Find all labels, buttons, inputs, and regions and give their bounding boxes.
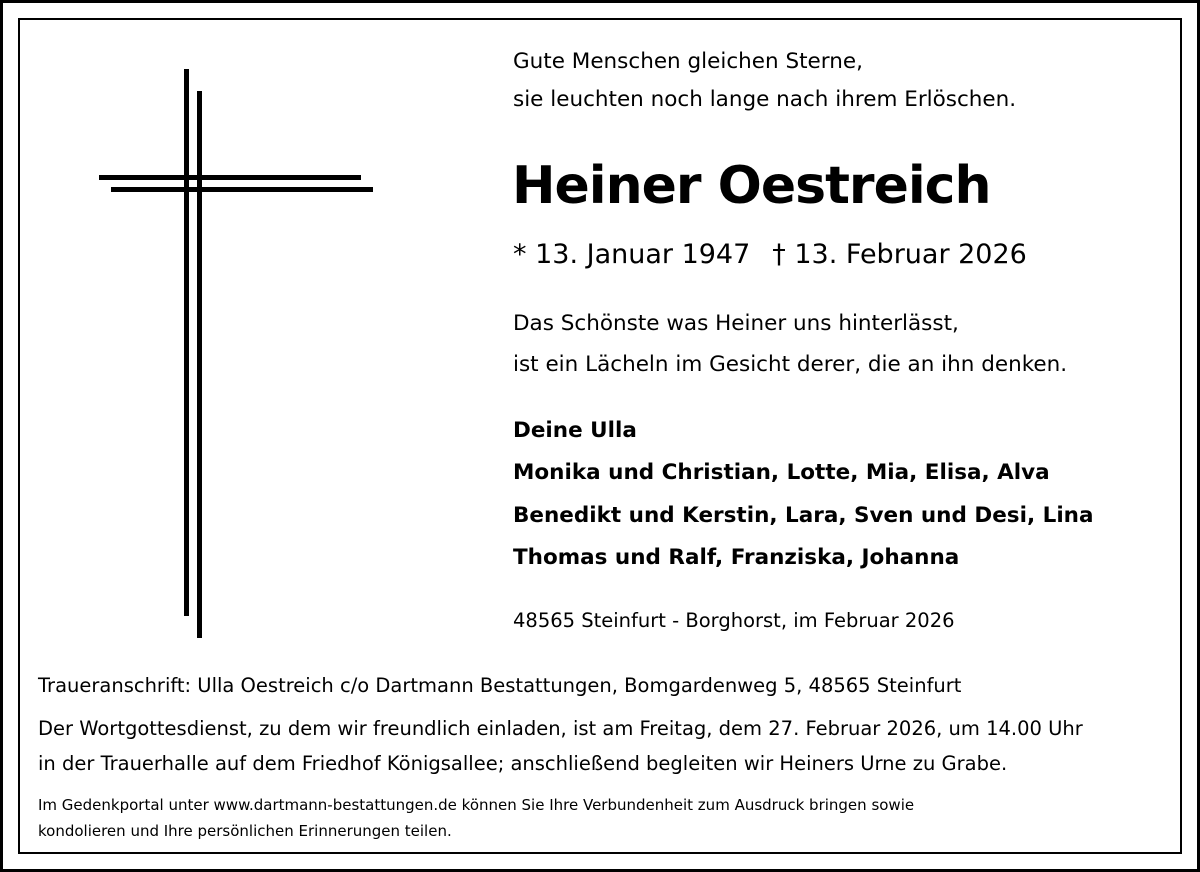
motto-line-2: sie leuchten noch lange nach ihrem Erlöschen. — [513, 87, 1017, 112]
family-member-line: Monika und Christian, Lotte, Mia, Elisa, Alva — [513, 460, 1050, 485]
quote-line-1: Das Schönste was Heiner uns hinterlässt, — [513, 311, 959, 336]
memorial-portal-line-1: Im Gedenkportal unter www.dartmann-bestattungen.de können Sie Ihre Verbundenheit zum Ausdruck bringen sowie — [38, 796, 915, 814]
place-and-date: 48565 Steinfurt - Borghorst, im Februar 2026 — [513, 609, 955, 632]
service-info-line-2: in der Trauerhalle auf dem Friedhof Königsallee; anschließend begleiten wir Heiners Urne zu Grabe. — [38, 752, 1008, 775]
death-date: † 13. Februar 2026 — [772, 239, 1027, 270]
quote-line-2: ist ein Lächeln im Gesicht derer, die an ihn denken. — [513, 352, 1068, 377]
mourning-address: Traueranschrift: Ulla Oestreich c/o Dartmann Bestattungen, Bomgardenweg 5, 48565 Steinfurt — [38, 674, 962, 697]
birth-date: * 13. Januar 1947 — [513, 239, 751, 270]
family-member-line: Benedikt und Kerstin, Lara, Sven und Desi, Lina — [513, 503, 1094, 528]
family-member-line: Deine Ulla — [513, 418, 637, 443]
family-member-line: Thomas und Ralf, Franziska, Johanna — [513, 545, 960, 570]
motto-line-1: Gute Menschen gleichen Sterne, — [513, 49, 863, 74]
service-info-line-1: Der Wortgottesdienst, zu dem wir freundlich einladen, ist am Freitag, dem 27. Februar 2026, um 14.00 Uhr — [38, 717, 1083, 740]
memorial-portal-line-2: kondolieren und Ihre persönlichen Erinnerungen teilen. — [38, 822, 452, 840]
life-dates — [513, 241, 1027, 268]
deceased-name: Heiner Oestreich — [512, 156, 991, 216]
